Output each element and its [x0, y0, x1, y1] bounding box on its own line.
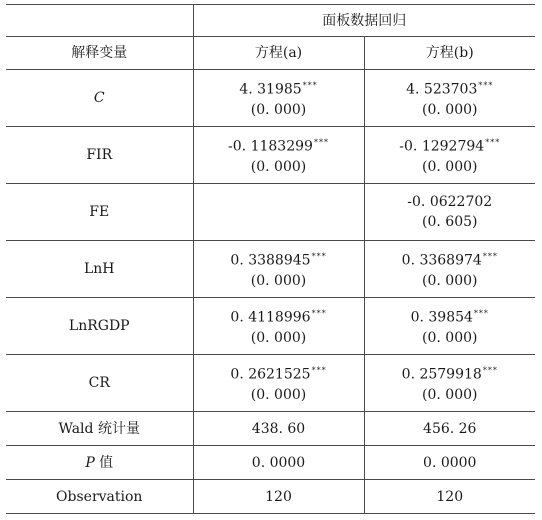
p-value: (0. 000)	[250, 386, 307, 403]
significance-stars: ***	[313, 138, 329, 148]
p-value: (0. 000)	[250, 329, 307, 346]
significance-stars: ***	[311, 309, 327, 319]
cell-a-empty	[193, 184, 364, 241]
p-value: (0. 000)	[422, 158, 478, 175]
row-label-text: C	[93, 90, 105, 106]
cell-a	[193, 241, 364, 298]
cell-b	[364, 70, 535, 127]
significance-stars: ***	[482, 252, 498, 262]
header-blank-cell	[6, 5, 193, 37]
row-label: LnRGDP	[6, 298, 193, 355]
cell-b	[364, 127, 535, 184]
stats-row	[6, 412, 535, 446]
cell-a	[193, 127, 364, 184]
p-suffix: 值	[94, 454, 114, 471]
cell-b	[364, 241, 535, 298]
stat-label: Observation	[6, 480, 193, 514]
stat-value-a: 120	[193, 480, 364, 514]
coef-value: 0. 4118996	[230, 309, 311, 326]
cell-b	[364, 184, 535, 241]
row-label: FE	[6, 184, 193, 241]
header-row-columns	[6, 37, 535, 70]
stat-value-b: 120	[364, 480, 535, 514]
cell-a	[193, 298, 364, 355]
stats-row	[6, 446, 535, 480]
p-value: (0. 000)	[422, 272, 478, 289]
significance-stars: ***	[478, 81, 494, 91]
cell-a	[193, 70, 364, 127]
p-value: (0. 000)	[250, 158, 307, 175]
p-value: (0. 000)	[422, 329, 478, 346]
coef-value: 4. 31985	[239, 81, 302, 98]
col-b-header: 方程(b)	[364, 37, 535, 70]
table-row	[6, 241, 535, 298]
cell-a	[193, 355, 364, 412]
stat-value-a: 0. 0000	[193, 446, 364, 480]
stat-label	[6, 446, 193, 480]
table-row	[6, 355, 535, 412]
row-label	[6, 70, 193, 127]
var-header: 解释变量	[6, 37, 193, 70]
cell-b	[364, 355, 535, 412]
significance-stars: ***	[485, 138, 501, 148]
stat-value-a: 438. 60	[193, 412, 364, 446]
coef-value: 0. 2621525	[230, 366, 311, 383]
p-value: (0. 000)	[422, 386, 478, 403]
stats-row	[6, 480, 535, 514]
stat-label: Wald 统计量	[6, 412, 193, 446]
coef-value: 0. 39854	[410, 309, 473, 326]
coef-value: 0. 3388945	[230, 252, 311, 269]
significance-stars: ***	[473, 309, 489, 319]
row-label: FIR	[6, 127, 193, 184]
table-row	[6, 184, 535, 241]
p-value: (0. 000)	[250, 272, 307, 289]
p-value: (0. 000)	[250, 101, 307, 118]
table-row	[6, 70, 535, 127]
row-label: LnH	[6, 241, 193, 298]
table-row	[6, 298, 535, 355]
header-row-group	[6, 5, 535, 37]
stat-value-b: 456. 26	[364, 412, 535, 446]
col-a-header: 方程(a)	[193, 37, 364, 70]
regression-table-container	[6, 4, 535, 514]
coef-value: 0. 2579918	[401, 366, 482, 383]
p-value: (0. 000)	[422, 101, 478, 118]
stat-value-b: 0. 0000	[364, 446, 535, 480]
coef-value: 0. 3368974	[401, 252, 482, 269]
p-value: (0. 605)	[422, 214, 478, 230]
coef-value: 4. 523703	[406, 81, 478, 98]
significance-stars: ***	[311, 366, 327, 376]
cell-b	[364, 298, 535, 355]
coef-value: -0. 1292794	[399, 138, 485, 155]
coef-value: -0. 1183299	[228, 138, 313, 155]
significance-stars: ***	[482, 366, 498, 376]
regression-table	[6, 4, 535, 514]
coef-value: -0. 0622702	[407, 194, 493, 210]
p-symbol: P	[85, 454, 95, 471]
table-row	[6, 127, 535, 184]
significance-stars: ***	[311, 252, 327, 262]
significance-stars: ***	[302, 81, 318, 91]
group-header: 面板数据回归	[193, 5, 535, 37]
row-label: CR	[6, 355, 193, 412]
